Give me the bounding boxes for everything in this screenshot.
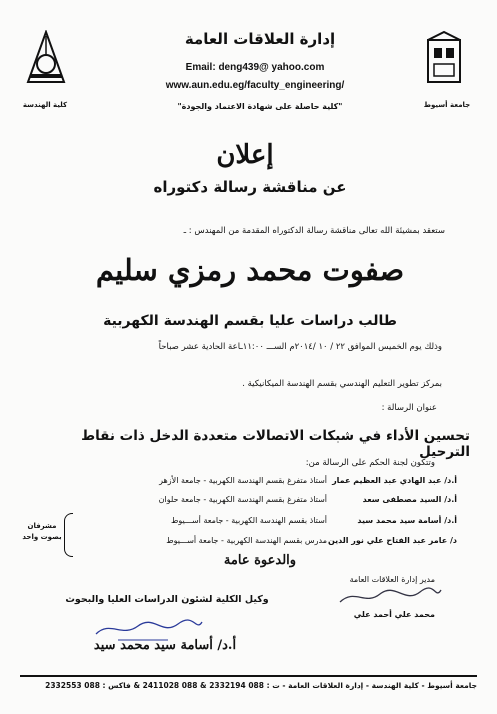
member-title: أستاذ متفرغ بقسم الهندسة الكهربية - جامعة الأزهر [159,476,327,485]
manager-title: مدير إدارة العلاقات العامة [349,575,435,584]
thesis-label: عنوان الرسالة : [381,403,437,413]
manager-name: محمد علي أحمد علي [353,610,435,619]
invitation-text: والدعوة عامة [223,553,297,568]
candidate-role: طالب دراسات عليا بقسم الهندسة الكهربية [103,313,397,329]
committee-label: وتتكون لجنة الحكم على الرسالة من: [305,458,435,468]
university-caption: جامعة أسيوط [423,101,471,109]
faculty-caption: كلية الهندسة [22,101,68,109]
website-line: www.aun.edu.eg/faculty_engineering/ [165,80,345,91]
manager-signature [335,584,445,610]
accreditation-note: "كلية حاصلة على شهادة الاعتماد والجودة" [177,102,343,111]
dean-name: أ.د/ أسامة سيد محمد سيد [93,638,237,653]
committee-member [27,495,457,513]
committee-member [27,536,457,554]
intro-text: ستعقد بمشيئة الله تعالى مناقشة رسالة الدكتوراه المقدمة من المهندس : ـ [183,226,445,236]
member-title: أستاذ متفرغ بقسم الهندسة الكهربية - جامعة حلوان [158,495,327,504]
member-name: أ.د/ أسامة سيد محمد سيد [357,516,457,525]
member-name: د/ عامر عبد الفتاح علي نور الدين [327,536,457,545]
footer-contact: جامعة أسيوط - كلية الهندسة - إدارة العلاقات العامة - ت : 088 2332194 & 088 2411028 & فاكس : 088 2332553 [20,675,477,690]
defense-datetime: وذلك يوم الخميس الموافق ٢٢ / ١٠ /٢٠١٤م الســـ ١١:٠٠ـاعة الحادية عشر صباحاً [158,342,442,352]
defense-venue: بمركز تطوير التعليم الهندسي بقسم الهندسة الميكانيكية . [242,379,442,389]
thesis-title: تحسين الأداء في شبكات الاتصالات متعددة الدخل ذات نقاط الترحيل [81,428,470,460]
committee-member [27,476,457,494]
member-name: أ.د/ عبد الهادي عبد العظيم عمار [332,476,457,485]
member-name: أ.د/ السيد مصطفى سعد [362,495,457,504]
committee-member [27,516,457,534]
member-title: أستاذ بقسم الهندسة الكهربية - جامعة أســـيوط [171,516,327,525]
email-line: Email: deng439@ yahoo.com [185,62,325,73]
announcement-subject: عن مناقشة رسالة دكتوراه [153,178,347,196]
faculty-logo [24,30,68,90]
member-title: مدرس بقسم الهندسة الكهربية - جامعة أســـيوط [166,536,327,545]
university-logo [422,30,466,90]
vice-dean-title: وكيل الكلية لشئون الدراسات العليا والبحوث [65,594,269,605]
supervisors-note: مشرفان بصوت واحد [22,522,62,541]
org-title: إدارة العلاقات العامة [184,30,336,48]
candidate-name: صفوت محمد رمزي سليم [95,253,405,287]
announcement-heading: إعلان [216,140,274,170]
